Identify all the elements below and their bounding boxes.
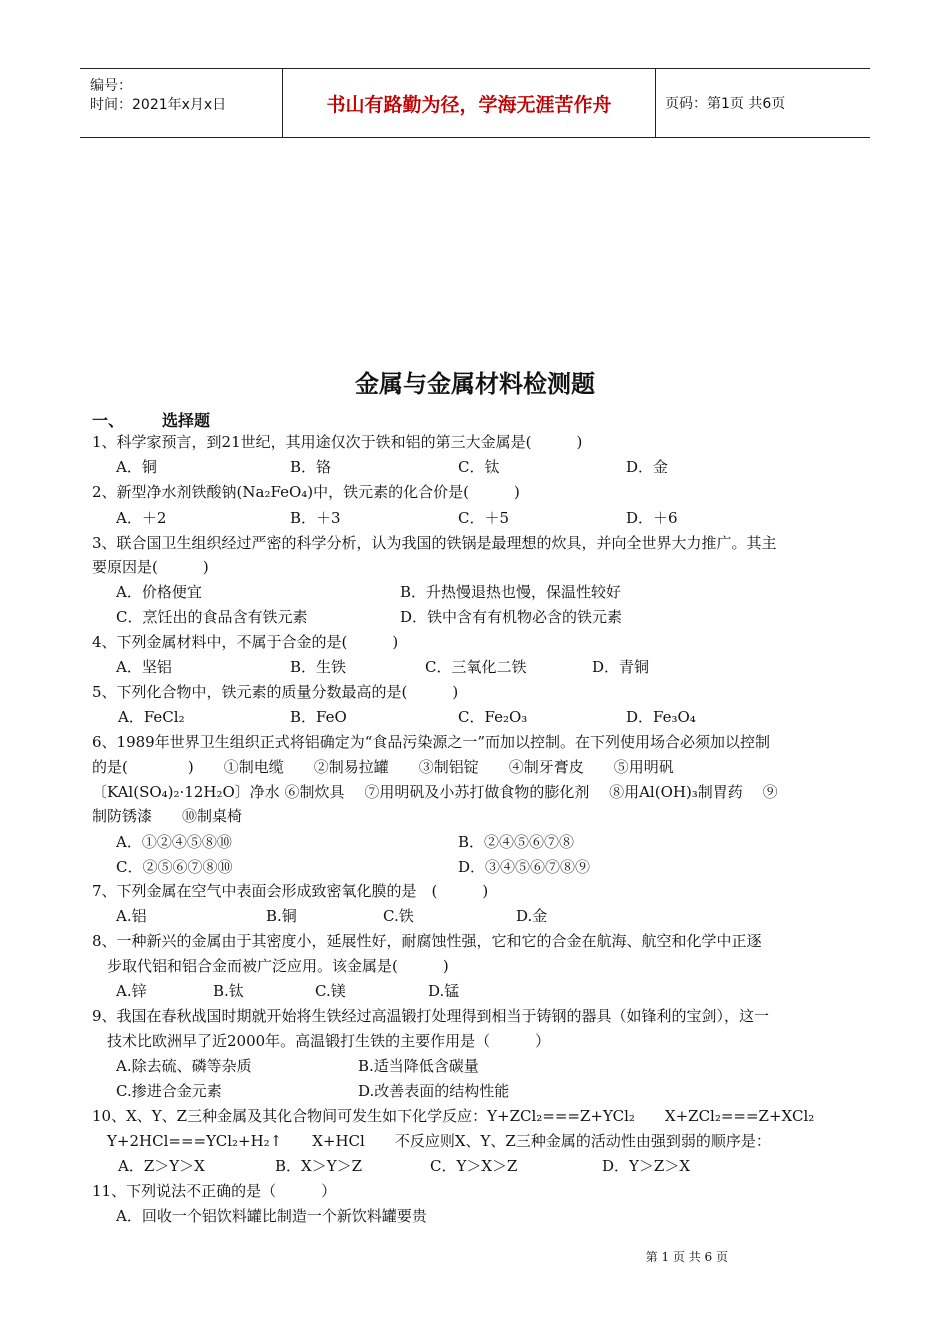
question-3-line-2: 要原因是( ) xyxy=(92,558,209,576)
q10-option-a: A．Z＞Y＞X xyxy=(118,1157,205,1175)
question-6-line-1: 6、1989年世界卫生组织正式将铝确定为“食品污染源之一”而加以控制。在下列使用场合必须加以控制 xyxy=(92,733,771,751)
header-motto: 书山有路勤为径，学海无涯苦作舟 xyxy=(283,69,656,137)
question-10-line-1: 10、X、Y、Z三种金属及其化合物间可发生如下化学反应：Y+ZCl₂===Z+YCl₂ X+ZCl₂===Z+XCl₂ xyxy=(92,1107,815,1125)
q8-option-a: A.锌 xyxy=(116,982,147,1000)
question-11: 11、下列说法不正确的是（ ） xyxy=(92,1182,337,1200)
q11-option-a: A．回收一个铝饮料罐比制造一个新饮料罐要贵 xyxy=(116,1207,427,1225)
q5-option-d: D．Fe₃O₄ xyxy=(626,708,696,726)
question-2: 2、新型净水剂铁酸钠(Na₂FeO₄)中，铁元素的化合价是( ) xyxy=(92,483,520,501)
q7-option-a: A.铝 xyxy=(116,907,147,925)
q7-option-b: B.铜 xyxy=(266,907,297,925)
q1-option-b: B．铬 xyxy=(290,458,332,476)
q9-option-a: A.除去硫、磷等杂质 xyxy=(116,1057,252,1075)
q10-option-b: B．X＞Y＞Z xyxy=(275,1157,363,1175)
q2-option-a: A．＋2 xyxy=(116,509,167,527)
q2-option-d: D．＋6 xyxy=(626,509,678,527)
q10-option-d: D．Y＞Z＞X xyxy=(602,1157,691,1175)
q7-option-c: C.铁 xyxy=(383,907,414,925)
q4-option-c: C．三氧化二铁 xyxy=(425,658,527,676)
q8-option-d: D.锰 xyxy=(428,982,460,1000)
question-3-line-1: 3、联合国卫生组织经过严密的科学分析，认为我国的铁锅是最理想的炊具，并向全世界大力推广。其主 xyxy=(92,534,777,552)
question-6-line-4: 制防锈漆 ⑩制桌椅 xyxy=(92,807,243,825)
q9-option-c: C.掺进合金元素 xyxy=(116,1082,222,1100)
q8-option-c: C.镁 xyxy=(315,982,346,1000)
number-label: 编号： xyxy=(90,78,132,94)
page-header xyxy=(80,68,870,138)
q6-option-a: A．①②④⑤⑧⑩ xyxy=(116,833,232,851)
q1-option-d: D．金 xyxy=(626,458,669,476)
question-7: 7、下列金属在空气中表面会形成致密氧化膜的是 ( ) xyxy=(92,882,489,900)
q3-option-b: B．升热慢退热也慢，保温性较好 xyxy=(400,583,622,601)
header-page-info: 页码：第1页 共6页 xyxy=(665,96,786,112)
question-1: 1、科学家预言，到21世纪，其用途仅次于铁和铝的第三大金属是( ) xyxy=(92,433,583,451)
section-heading xyxy=(92,408,248,431)
question-9-line-1: 9、我国在春秋战国时期就开始将生铁经过高温锻打处理得到相当于铸钢的器具（如锋利的宝剑），这一 xyxy=(92,1007,770,1025)
q9-option-d: D.改善表面的结构性能 xyxy=(358,1082,510,1100)
q6-option-b: B．②④⑤⑥⑦⑧ xyxy=(458,833,575,851)
q6-option-c: C．②⑤⑥⑦⑧⑩ xyxy=(116,858,233,876)
question-10-line-2: Y+2HCl===YCl₂+H₂↑ X+HCl 不反应则X、Y、Z三种金属的活动性由强到弱的顺序是： xyxy=(107,1132,771,1150)
document-title: 金属与金属材料检测题 xyxy=(355,370,595,398)
q4-option-b: B．生铁 xyxy=(290,658,347,676)
time-label: 时间：2021年x月x日 xyxy=(90,97,227,113)
q3-option-d: D．铁中含有有机物必含的铁元素 xyxy=(400,608,623,626)
q2-option-b: B．＋3 xyxy=(290,509,341,527)
question-8-line-1: 8、一种新兴的金属由于其密度小，延展性好，耐腐蚀性强，它和它的合金在航海、航空和化学中正逐 xyxy=(92,932,762,950)
question-6-line-3: 〔KAl(SO₄)₂·12H₂O〕净水 ⑥制炊具 ⑦用明矾及小苏打做食物的膨化剂 ⑧用Al(OH)₃制胃药 ⑨ xyxy=(92,783,778,801)
question-4: 4、下列金属材料中，不属于合金的是( ) xyxy=(92,633,399,651)
q3-option-c: C．烹饪出的食品含有铁元素 xyxy=(116,608,308,626)
question-8-line-2: 步取代铝和铝合金而被广泛应用。该金属是( ) xyxy=(107,957,449,975)
header-meta xyxy=(80,69,283,137)
page-footer: 第 1 页 共 6 页 xyxy=(645,1250,728,1264)
q1-option-c: C．钛 xyxy=(458,458,500,476)
q7-option-d: D.金 xyxy=(516,907,548,925)
section-number: 一、 xyxy=(92,411,125,430)
q2-option-c: C．＋5 xyxy=(458,509,510,527)
q4-option-d: D．青铜 xyxy=(592,658,650,676)
q10-option-c: C．Y＞X＞Z xyxy=(430,1157,518,1175)
q5-option-b: B．FeO xyxy=(290,708,347,726)
q1-option-a: A．铜 xyxy=(116,458,157,476)
q4-option-a: A．坚铝 xyxy=(116,658,172,676)
q9-option-b: B.适当降低含碳量 xyxy=(358,1057,479,1075)
q8-option-b: B.钛 xyxy=(213,982,244,1000)
q5-option-a: A．FeCl₂ xyxy=(118,708,185,726)
question-9-line-2: 技术比欧洲早了近2000年。高温锻打生铁的主要作用是（ ） xyxy=(107,1032,551,1050)
question-6-line-2: 的是( ) ①制电缆 ②制易拉罐 ③制铝锭 ④制牙膏皮 ⑤用明矾 xyxy=(92,758,674,776)
question-5: 5、下列化合物中，铁元素的质量分数最高的是( ) xyxy=(92,683,459,701)
q3-option-a: A．价格便宜 xyxy=(116,583,202,601)
q6-option-d: D．③④⑤⑥⑦⑧⑨ xyxy=(458,858,591,876)
q5-option-c: C．Fe₂O₃ xyxy=(458,708,528,726)
section-name: 选择题 xyxy=(162,411,211,430)
